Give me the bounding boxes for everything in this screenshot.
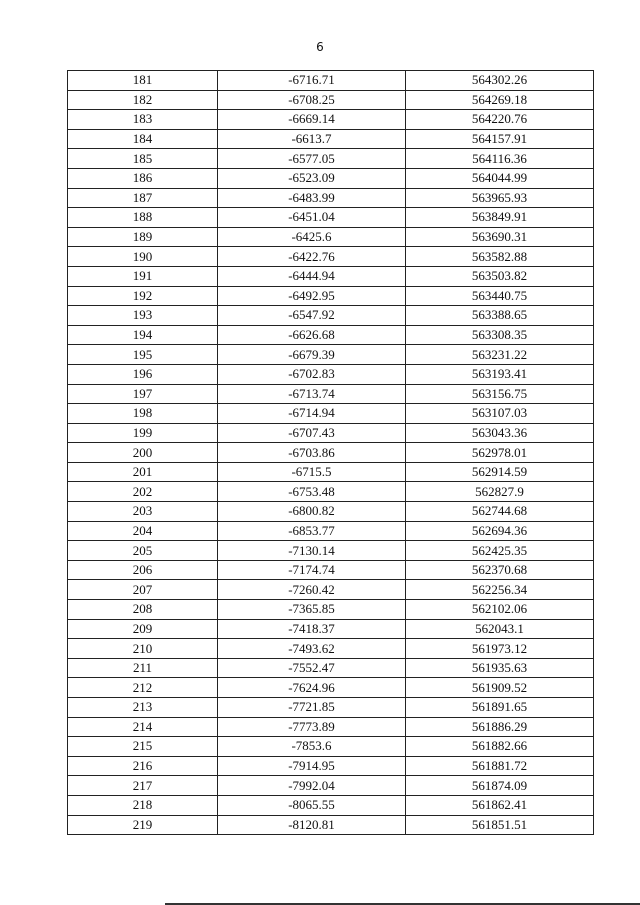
y-coordinate-cell: 564302.26 (406, 71, 594, 91)
table-row (68, 502, 594, 522)
x-coordinate-cell: -6425.6 (218, 227, 406, 247)
table-row (68, 345, 594, 365)
table-row (68, 717, 594, 737)
x-coordinate-cell: -6422.76 (218, 247, 406, 267)
point-number-cell: 187 (68, 188, 218, 208)
y-coordinate-cell: 564116.36 (406, 149, 594, 169)
table-row (68, 737, 594, 757)
point-number-cell: 205 (68, 541, 218, 561)
x-coordinate-cell: -6853.77 (218, 521, 406, 541)
x-coordinate-cell: -7624.96 (218, 678, 406, 698)
x-coordinate-cell: -6716.71 (218, 71, 406, 91)
x-coordinate-cell: -6669.14 (218, 110, 406, 130)
table-row (68, 384, 594, 404)
y-coordinate-cell: 561874.09 (406, 776, 594, 796)
y-coordinate-cell: 562425.35 (406, 541, 594, 561)
point-number-cell: 192 (68, 286, 218, 306)
point-number-cell: 184 (68, 129, 218, 149)
y-coordinate-cell: 563231.22 (406, 345, 594, 365)
y-coordinate-cell: 563043.36 (406, 423, 594, 443)
point-number-cell: 189 (68, 227, 218, 247)
table-row (68, 600, 594, 620)
x-coordinate-cell: -6492.95 (218, 286, 406, 306)
point-number-cell: 212 (68, 678, 218, 698)
y-coordinate-cell: 563308.35 (406, 325, 594, 345)
table-row (68, 776, 594, 796)
x-coordinate-cell: -6703.86 (218, 443, 406, 463)
table-row (68, 462, 594, 482)
y-coordinate-cell: 562978.01 (406, 443, 594, 463)
x-coordinate-cell: -6613.7 (218, 129, 406, 149)
table-row (68, 560, 594, 580)
y-coordinate-cell: 563849.91 (406, 208, 594, 228)
point-number-cell: 219 (68, 815, 218, 835)
point-number-cell: 202 (68, 482, 218, 502)
y-coordinate-cell: 562256.34 (406, 580, 594, 600)
x-coordinate-cell: -7853.6 (218, 737, 406, 757)
x-coordinate-cell: -6715.5 (218, 462, 406, 482)
point-number-cell: 182 (68, 90, 218, 110)
table-row (68, 110, 594, 130)
point-number-cell: 186 (68, 168, 218, 188)
table-body (68, 71, 594, 835)
table-row (68, 90, 594, 110)
x-coordinate-cell: -6679.39 (218, 345, 406, 365)
x-coordinate-cell: -7130.14 (218, 541, 406, 561)
x-coordinate-cell: -6523.09 (218, 168, 406, 188)
x-coordinate-cell: -6702.83 (218, 364, 406, 384)
table-row (68, 443, 594, 463)
table-row (68, 815, 594, 835)
table-row (68, 71, 594, 91)
x-coordinate-cell: -7552.47 (218, 658, 406, 678)
point-number-cell: 201 (68, 462, 218, 482)
table-row (68, 208, 594, 228)
point-number-cell: 193 (68, 306, 218, 326)
point-number-cell: 198 (68, 404, 218, 424)
y-coordinate-cell: 561935.63 (406, 658, 594, 678)
x-coordinate-cell: -7365.85 (218, 600, 406, 620)
coordinates-table (67, 70, 594, 835)
point-number-cell: 185 (68, 149, 218, 169)
y-coordinate-cell: 564220.76 (406, 110, 594, 130)
page-number: 6 (316, 40, 324, 54)
y-coordinate-cell: 561909.52 (406, 678, 594, 698)
y-coordinate-cell: 561882.66 (406, 737, 594, 757)
x-coordinate-cell: -8120.81 (218, 815, 406, 835)
table-row (68, 423, 594, 443)
table-row (68, 404, 594, 424)
y-coordinate-cell: 563690.31 (406, 227, 594, 247)
y-coordinate-cell: 563388.65 (406, 306, 594, 326)
y-coordinate-cell: 564269.18 (406, 90, 594, 110)
point-number-cell: 199 (68, 423, 218, 443)
point-number-cell: 218 (68, 795, 218, 815)
y-coordinate-cell: 561851.51 (406, 815, 594, 835)
y-coordinate-cell: 562043.1 (406, 619, 594, 639)
point-number-cell: 191 (68, 266, 218, 286)
point-number-cell: 214 (68, 717, 218, 737)
x-coordinate-cell: -6547.92 (218, 306, 406, 326)
x-coordinate-cell: -7721.85 (218, 698, 406, 718)
x-coordinate-cell: -6707.43 (218, 423, 406, 443)
table-row (68, 482, 594, 502)
y-coordinate-cell: 563156.75 (406, 384, 594, 404)
point-number-cell: 215 (68, 737, 218, 757)
table-row (68, 619, 594, 639)
table-row (68, 325, 594, 345)
x-coordinate-cell: -6708.25 (218, 90, 406, 110)
y-coordinate-cell: 564044.99 (406, 168, 594, 188)
table-row (68, 678, 594, 698)
y-coordinate-cell: 563440.75 (406, 286, 594, 306)
y-coordinate-cell: 562694.36 (406, 521, 594, 541)
x-coordinate-cell: -7260.42 (218, 580, 406, 600)
table-row (68, 639, 594, 659)
x-coordinate-cell: -8065.55 (218, 795, 406, 815)
point-number-cell: 209 (68, 619, 218, 639)
y-coordinate-cell: 563107.03 (406, 404, 594, 424)
point-number-cell: 208 (68, 600, 218, 620)
x-coordinate-cell: -7773.89 (218, 717, 406, 737)
y-coordinate-cell: 562744.68 (406, 502, 594, 522)
table-row (68, 168, 594, 188)
x-coordinate-cell: -6800.82 (218, 502, 406, 522)
table-row (68, 795, 594, 815)
table-row (68, 658, 594, 678)
x-coordinate-cell: -7992.04 (218, 776, 406, 796)
point-number-cell: 200 (68, 443, 218, 463)
x-coordinate-cell: -7493.62 (218, 639, 406, 659)
table-row (68, 188, 594, 208)
y-coordinate-cell: 563193.41 (406, 364, 594, 384)
point-number-cell: 195 (68, 345, 218, 365)
table-row (68, 698, 594, 718)
point-number-cell: 196 (68, 364, 218, 384)
point-number-cell: 211 (68, 658, 218, 678)
table-row (68, 266, 594, 286)
point-number-cell: 183 (68, 110, 218, 130)
point-number-cell: 216 (68, 756, 218, 776)
y-coordinate-cell: 562827.9 (406, 482, 594, 502)
x-coordinate-cell: -7418.37 (218, 619, 406, 639)
point-number-cell: 181 (68, 71, 218, 91)
x-coordinate-cell: -6577.05 (218, 149, 406, 169)
x-coordinate-cell: -7174.74 (218, 560, 406, 580)
table-row (68, 521, 594, 541)
point-number-cell: 210 (68, 639, 218, 659)
x-coordinate-cell: -6713.74 (218, 384, 406, 404)
table-row (68, 580, 594, 600)
y-coordinate-cell: 563582.88 (406, 247, 594, 267)
y-coordinate-cell: 561881.72 (406, 756, 594, 776)
table-row (68, 149, 594, 169)
y-coordinate-cell: 561973.12 (406, 639, 594, 659)
table-row (68, 541, 594, 561)
x-coordinate-cell: -6451.04 (218, 208, 406, 228)
table-row (68, 306, 594, 326)
y-coordinate-cell: 563503.82 (406, 266, 594, 286)
table-row (68, 286, 594, 306)
table-row (68, 247, 594, 267)
x-coordinate-cell: -6483.99 (218, 188, 406, 208)
x-coordinate-cell: -6444.94 (218, 266, 406, 286)
y-coordinate-cell: 562914.59 (406, 462, 594, 482)
table-row (68, 227, 594, 247)
x-coordinate-cell: -6626.68 (218, 325, 406, 345)
table-row (68, 756, 594, 776)
table-row (68, 129, 594, 149)
point-number-cell: 207 (68, 580, 218, 600)
point-number-cell: 213 (68, 698, 218, 718)
point-number-cell: 197 (68, 384, 218, 404)
y-coordinate-cell: 561891.65 (406, 698, 594, 718)
point-number-cell: 206 (68, 560, 218, 580)
x-coordinate-cell: -7914.95 (218, 756, 406, 776)
y-coordinate-cell: 562370.68 (406, 560, 594, 580)
y-coordinate-cell: 563965.93 (406, 188, 594, 208)
y-coordinate-cell: 561862.41 (406, 795, 594, 815)
x-coordinate-cell: -6714.94 (218, 404, 406, 424)
point-number-cell: 204 (68, 521, 218, 541)
y-coordinate-cell: 562102.06 (406, 600, 594, 620)
x-coordinate-cell: -6753.48 (218, 482, 406, 502)
point-number-cell: 194 (68, 325, 218, 345)
point-number-cell: 190 (68, 247, 218, 267)
table-row (68, 364, 594, 384)
point-number-cell: 203 (68, 502, 218, 522)
y-coordinate-cell: 561886.29 (406, 717, 594, 737)
point-number-cell: 188 (68, 208, 218, 228)
point-number-cell: 217 (68, 776, 218, 796)
y-coordinate-cell: 564157.91 (406, 129, 594, 149)
